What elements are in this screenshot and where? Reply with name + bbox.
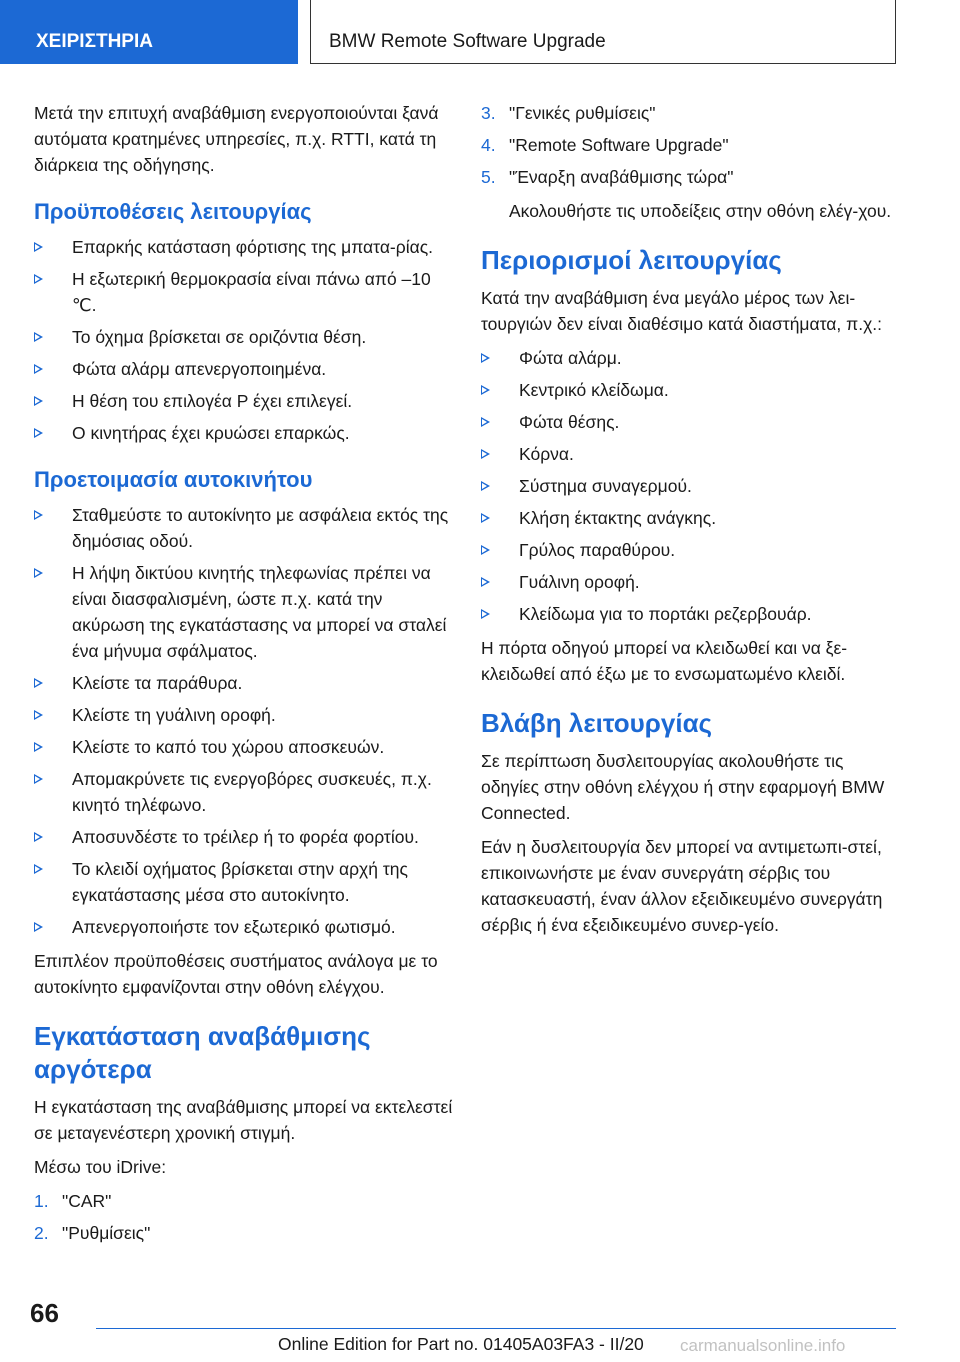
limitations-list bbox=[481, 345, 901, 627]
step-item: 4. "Remote Software Upgrade" bbox=[481, 132, 901, 158]
step-item: 2. "Ρυθμίσεις" bbox=[34, 1220, 454, 1246]
list-item: Η θέση του επιλογέα P έχει επιλεγεί. bbox=[34, 388, 454, 414]
bullet-triangle-icon bbox=[481, 577, 490, 587]
intro-text: Μετά την επιτυχή αναβάθμιση ενεργοποιούνται ξανά αυτόματα κρατημένες υπηρεσίες, π.χ. RTTI, κατά τη διάρκεια της οδήγησης. bbox=[34, 103, 439, 175]
limitations-text: Κατά την αναβάθμιση ένα μεγάλο μέρος των λει-τουργιών δεν είναι διαθέσιμο κατά διαστήματα, π.χ.: bbox=[481, 288, 882, 334]
footer-edition: Online Edition for Part no. 01405A03FA3 - II/20 bbox=[278, 1334, 644, 1354]
step-item: 5. "Έναρξη αναβάθμισης τώρα" bbox=[481, 164, 901, 190]
bullet-triangle-icon bbox=[481, 609, 490, 619]
list-item: Απομακρύνετε τις ενεργοβόρες συσκευές, π.χ. κινητό τηλέφωνο. bbox=[34, 766, 454, 818]
list-item: Κλείστε τα παράθυρα. bbox=[34, 670, 454, 696]
bullet-triangle-icon bbox=[481, 353, 490, 363]
list-item: Αποσυνδέστε το τρέιλερ ή το φορέα φορτίου. bbox=[34, 824, 454, 850]
step-number: 3. bbox=[481, 103, 496, 123]
preparation-heading: Προετοιμασία αυτοκινήτου bbox=[34, 467, 313, 492]
list-item: Σταθμεύστε το αυτοκίνητο με ασφάλεια εκτός της δημόσιας οδού. bbox=[34, 502, 454, 554]
footer-divider bbox=[96, 1328, 896, 1329]
bullet-triangle-icon bbox=[481, 545, 490, 555]
malfunction-text-1: Σε περίπτωση δυσλειτουργίας ακολουθήστε τις οδηγίες στην οθόνη ελέγχου ή στην εφαρμογή BMW Connected. bbox=[481, 751, 885, 823]
preparation-list bbox=[34, 502, 454, 940]
bullet-triangle-icon bbox=[34, 710, 43, 720]
list-item: Απενεργοποιήστε τον εξωτερικό φωτισμό. bbox=[34, 914, 454, 940]
list-item: Η εξωτερική θερμοκρασία είναι πάνω από –10 ℃. bbox=[34, 266, 454, 318]
list-item: Κλείστε τη γυάλινη οροφή. bbox=[34, 702, 454, 728]
bullet-triangle-icon bbox=[34, 274, 43, 284]
bullet-triangle-icon bbox=[481, 481, 490, 491]
preparation-note: Επιπλέον προϋποθέσεις συστήματος ανάλογα με το αυτοκίνητο εμφανίζονται στην οθόνη ελέγχου. bbox=[34, 951, 438, 997]
limitations-heading: Περιορισμοί λειτουργίας bbox=[481, 245, 782, 275]
bullet-triangle-icon bbox=[34, 742, 43, 752]
list-item: Επαρκής κατάσταση φόρτισης της μπατα-ρίας. bbox=[34, 234, 454, 260]
list-item: Φώτα αλάρμ. bbox=[481, 345, 901, 371]
page-number: 66 bbox=[30, 1298, 59, 1328]
section-tab: ΧΕΙΡΙΣΤΗΡΙΑ bbox=[0, 0, 298, 64]
bullet-triangle-icon bbox=[481, 417, 490, 427]
install-later-via: Μέσω του iDrive: bbox=[34, 1157, 167, 1177]
list-item: Φώτα θέσης. bbox=[481, 409, 901, 435]
page-title: BMW Remote Software Upgrade bbox=[310, 0, 896, 64]
list-item: Κόρνα. bbox=[481, 441, 901, 467]
prerequisites-heading: Προϋποθέσεις λειτουργίας bbox=[34, 199, 312, 224]
left-column bbox=[34, 100, 454, 1254]
list-item: Φώτα αλάρμ απενεργοποιημένα. bbox=[34, 356, 454, 382]
install-steps-list bbox=[34, 1188, 454, 1246]
bullet-triangle-icon bbox=[34, 428, 43, 438]
step-number: 1. bbox=[34, 1191, 49, 1211]
install-later-heading: Εγκατάσταση αναβάθμισης αργότερα bbox=[34, 1021, 371, 1084]
bullet-triangle-icon bbox=[481, 449, 490, 459]
malfunction-heading: Βλάβη λειτουργίας bbox=[481, 708, 713, 738]
bullet-triangle-icon bbox=[34, 510, 43, 520]
list-item: Κλείστε το καπό του χώρου αποσκευών. bbox=[34, 734, 454, 760]
bullet-triangle-icon bbox=[34, 774, 43, 784]
follow-instructions: Ακολουθήστε τις υποδείξεις στην οθόνη ελέγ-χου. bbox=[509, 201, 892, 221]
bullet-triangle-icon bbox=[34, 922, 43, 932]
list-item: Γυάλινη οροφή. bbox=[481, 569, 901, 595]
bullet-triangle-icon bbox=[34, 364, 43, 374]
limitations-note: Η πόρτα οδηγού μπορεί να κλειδωθεί και να ξε-κλειδωθεί από έξω με το ενσωματωμένο κλειδί. bbox=[481, 638, 848, 684]
step-item: 1. "CAR" bbox=[34, 1188, 454, 1214]
right-column bbox=[481, 100, 901, 946]
bullet-triangle-icon bbox=[34, 678, 43, 688]
list-item: Κλείδωμα για το πορτάκι ρεζερβουάρ. bbox=[481, 601, 901, 627]
list-item: Το κλειδί οχήματος βρίσκεται στην αρχή της εγκατάστασης μέσα στο αυτοκίνητο. bbox=[34, 856, 454, 908]
list-item: Κεντρικό κλείδωμα. bbox=[481, 377, 901, 403]
step-number: 5. bbox=[481, 167, 496, 187]
step-number: 4. bbox=[481, 135, 496, 155]
prerequisites-list bbox=[34, 234, 454, 446]
bullet-triangle-icon bbox=[34, 832, 43, 842]
list-item: Κλήση έκτακτης ανάγκης. bbox=[481, 505, 901, 531]
bullet-triangle-icon bbox=[34, 396, 43, 406]
list-item: Η λήψη δικτύου κινητής τηλεφωνίας πρέπει να είναι διασφαλισμένη, ώστε π.χ. κατά την ακύρωση της εγκατάστασης να μπορεί να σταλεί ένα μήνυμα σφάλματος. bbox=[34, 560, 454, 664]
bullet-triangle-icon bbox=[34, 568, 43, 578]
malfunction-text-2: Εάν η δυσλειτουργία δεν μπορεί να αντιμετωπι-στεί, επικοινωνήστε με έναν συνεργάτη σέρβις του κατασκευαστή, έναν άλλον εξειδικευμένο συνεργάτη σέρβις ή ένα εξειδικευμένο συνερ-γείο. bbox=[481, 837, 883, 935]
list-item: Γρύλος παραθύρου. bbox=[481, 537, 901, 563]
watermark: carmanualsonline.info bbox=[680, 1336, 846, 1355]
step-item: 3. "Γενικές ρυθμίσεις" bbox=[481, 100, 901, 126]
install-steps-continued bbox=[481, 100, 901, 190]
bullet-triangle-icon bbox=[34, 864, 43, 874]
list-item: Το όχημα βρίσκεται σε οριζόντια θέση. bbox=[34, 324, 454, 350]
install-later-text: Η εγκατάσταση της αναβάθμισης μπορεί να εκτελεστεί σε μεταγενέστερη χρονική στιγμή. bbox=[34, 1097, 453, 1143]
list-item: Σύστημα συναγερμού. bbox=[481, 473, 901, 499]
step-number: 2. bbox=[34, 1223, 49, 1243]
bullet-triangle-icon bbox=[34, 242, 43, 252]
bullet-triangle-icon bbox=[34, 332, 43, 342]
bullet-triangle-icon bbox=[481, 513, 490, 523]
bullet-triangle-icon bbox=[481, 385, 490, 395]
list-item: Ο κινητήρας έχει κρυώσει επαρκώς. bbox=[34, 420, 454, 446]
